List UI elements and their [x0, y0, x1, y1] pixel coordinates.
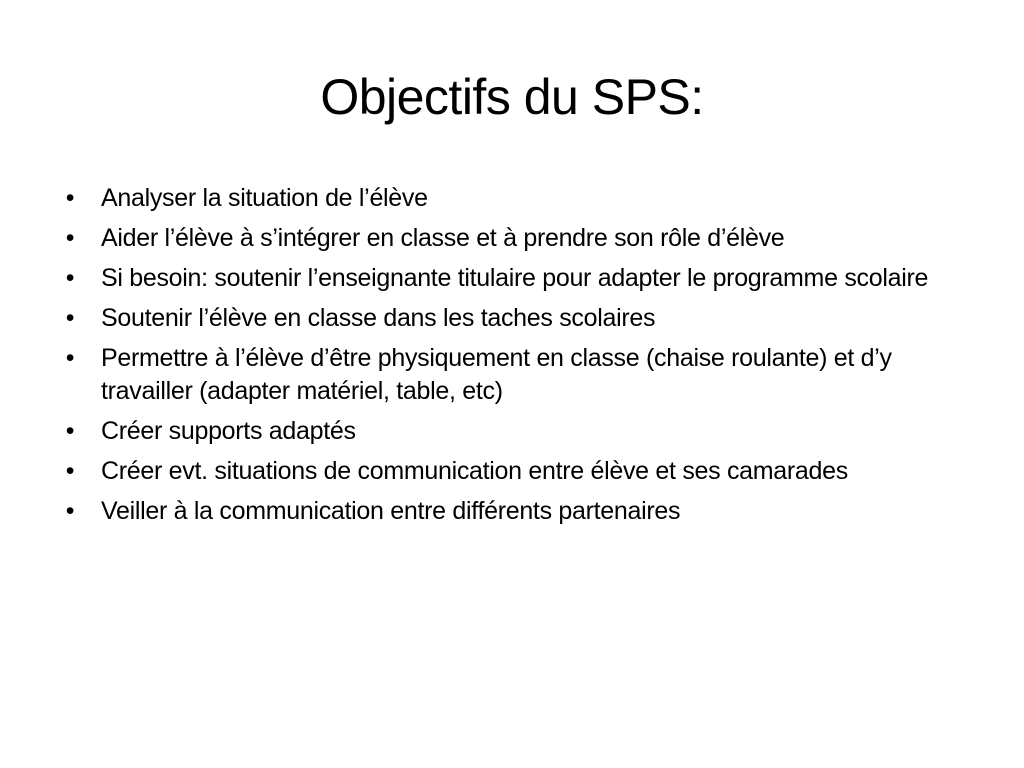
- bullet-text: Analyser la situation de l’élève: [101, 184, 428, 212]
- slide-title: Objectifs du SPS:: [320, 69, 704, 125]
- bullet-icon: •: [65, 304, 75, 332]
- bullet-text: Veiller à la communication entre différents partenaires: [101, 497, 681, 525]
- bullet-item: [60, 415, 940, 448]
- bullet-icon: •: [65, 184, 75, 212]
- bullet-text: Soutenir l’élève en classe dans les taches scolaires: [101, 304, 656, 332]
- bullet-text: Créer evt. situations de communication entre élève et ses camarades: [101, 457, 848, 485]
- bullet-item: [60, 455, 940, 488]
- bullet-list: [60, 182, 940, 535]
- bullet-icon: •: [65, 417, 75, 445]
- bullet-item: [60, 222, 940, 255]
- bullet-item: [60, 342, 940, 408]
- bullet-text: Permettre à l’élève d’être physiquement en classe (chaise roulante) et d’y travailler (adapter matériel, table, etc): [101, 344, 892, 405]
- bullet-icon: •: [65, 497, 75, 525]
- bullet-icon: •: [65, 344, 75, 372]
- bullet-item: [60, 262, 940, 295]
- bullet-icon: •: [65, 457, 75, 485]
- bullet-item: [60, 302, 940, 335]
- bullet-icon: •: [65, 264, 75, 292]
- bullet-icon: •: [65, 224, 75, 252]
- bullet-text: Si besoin: soutenir l’enseignante titulaire pour adapter le programme scolaire: [101, 264, 929, 292]
- bullet-text: Créer supports adaptés: [101, 417, 356, 445]
- bullet-item: [60, 495, 940, 528]
- bullet-text: Aider l’élève à s’intégrer en classe et à prendre son rôle d’élève: [101, 224, 785, 252]
- bullet-item: [60, 182, 940, 215]
